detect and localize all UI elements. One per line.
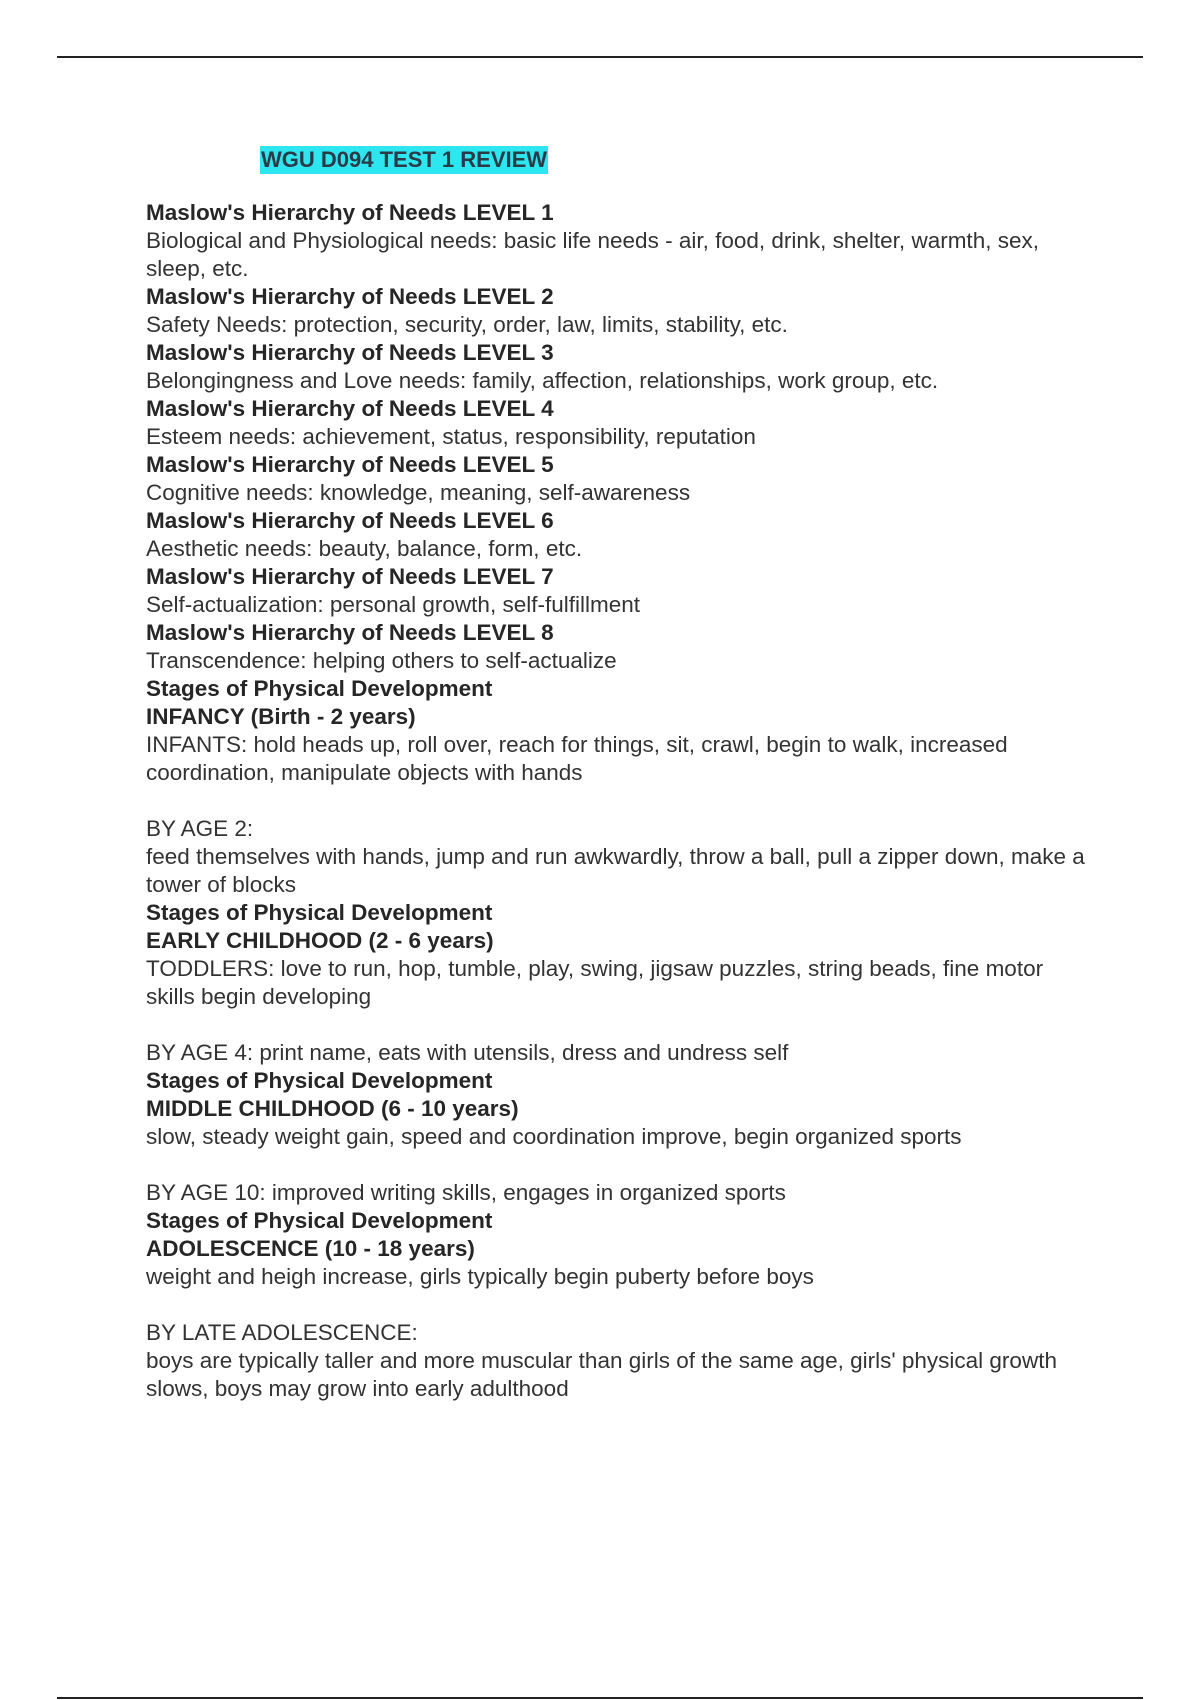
section-heading: Maslow's Hierarchy of Needs LEVEL 4 xyxy=(146,396,554,421)
section-heading: Maslow's Hierarchy of Needs LEVEL 1 xyxy=(146,200,554,225)
paragraph-gap xyxy=(146,1011,1096,1039)
section-text: Cognitive needs: knowledge, meaning, self-awareness xyxy=(146,480,691,505)
section-heading: Maslow's Hierarchy of Needs LEVEL 5 xyxy=(146,452,554,477)
section-text: Self-actualization: personal growth, self-fulfillment xyxy=(146,592,640,617)
section-heading: Stages of Physical Development xyxy=(146,1208,493,1233)
section-heading: Maslow's Hierarchy of Needs LEVEL 3 xyxy=(146,340,554,365)
paragraph-gap xyxy=(146,1291,1096,1319)
section-text: slow, steady weight gain, speed and coordination improve, begin organized sports xyxy=(146,1124,962,1149)
section-text: Biological and Physiological needs: basic life needs - air, food, drink, shelter, warmth, sex, sleep, etc. xyxy=(146,228,1039,281)
section-heading: Maslow's Hierarchy of Needs LEVEL 6 xyxy=(146,508,554,533)
section-heading: Stages of Physical Development xyxy=(146,900,493,925)
section-subheading: MIDDLE CHILDHOOD (6 - 10 years) xyxy=(146,1096,519,1121)
section-heading: Maslow's Hierarchy of Needs LEVEL 8 xyxy=(146,620,554,645)
section-text: BY LATE ADOLESCENCE: xyxy=(146,1320,418,1345)
document-body xyxy=(146,199,1096,1403)
section-text: BY AGE 2: xyxy=(146,816,254,841)
section-text: TODDLERS: love to run, hop, tumble, play, swing, jigsaw puzzles, string beads, fine motor skills begin developing xyxy=(146,956,1044,1009)
section-text: boys are typically taller and more muscular than girls of the same age, girls' physical growth slows, boys may grow into early adulthood xyxy=(146,1348,1057,1401)
section-heading: Maslow's Hierarchy of Needs LEVEL 7 xyxy=(146,564,554,589)
section-text: BY AGE 10: improved writing skills, engages in organized sports xyxy=(146,1180,786,1205)
section-heading: Stages of Physical Development xyxy=(146,676,493,701)
section-text: Safety Needs: protection, security, order, law, limits, stability, etc. xyxy=(146,312,788,337)
section-heading: Maslow's Hierarchy of Needs LEVEL 2 xyxy=(146,284,554,309)
section-text: Esteem needs: achievement, status, responsibility, reputation xyxy=(146,424,756,449)
section-subheading: ADOLESCENCE (10 - 18 years) xyxy=(146,1236,475,1261)
paragraph-gap xyxy=(146,787,1096,815)
section-text: feed themselves with hands, jump and run awkwardly, throw a ball, pull a zipper down, make a tower of blocks xyxy=(146,844,1085,897)
section-text: INFANTS: hold heads up, roll over, reach for things, sit, crawl, begin to walk, increased coordination, manipulate objects with hands xyxy=(146,732,1008,785)
section-text: Transcendence: helping others to self-actualize xyxy=(146,648,617,673)
section-text: Aesthetic needs: beauty, balance, form, etc. xyxy=(146,536,583,561)
section-subheading: INFANCY (Birth - 2 years) xyxy=(146,704,416,729)
top-rule xyxy=(57,56,1143,58)
section-text: weight and heigh increase, girls typically begin puberty before boys xyxy=(146,1264,814,1289)
section-text: Belongingness and Love needs: family, affection, relationships, work group, etc. xyxy=(146,368,939,393)
section-subheading: EARLY CHILDHOOD (2 - 6 years) xyxy=(146,928,494,953)
paragraph-gap xyxy=(146,1151,1096,1179)
section-text: BY AGE 4: print name, eats with utensils, dress and undress self xyxy=(146,1040,789,1065)
document-title: WGU D094 TEST 1 REVIEW xyxy=(261,147,548,172)
bottom-rule xyxy=(57,1697,1143,1699)
section-heading: Stages of Physical Development xyxy=(146,1068,493,1093)
